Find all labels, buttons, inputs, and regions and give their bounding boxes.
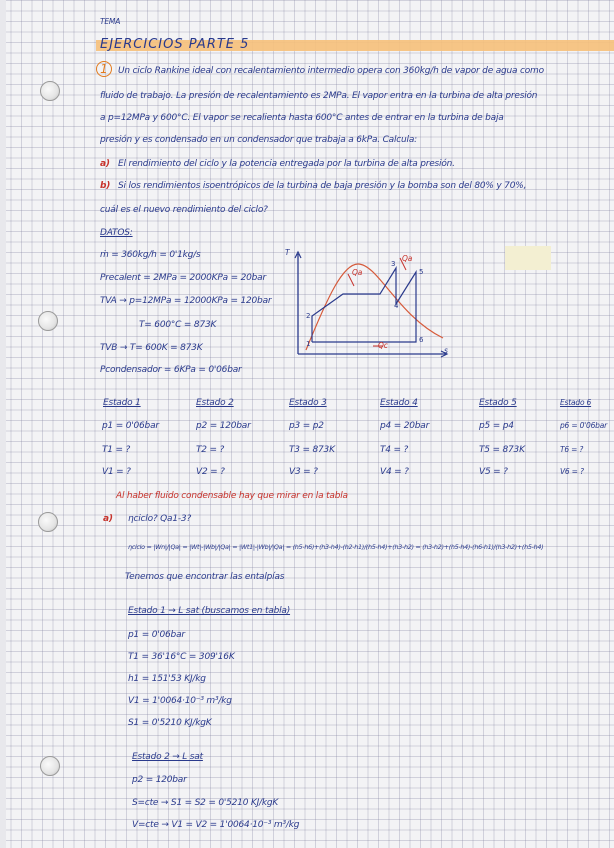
state-6-pressure: p6 = 0'06bar <box>560 421 608 430</box>
state-3-volume: V3 = ? <box>289 467 318 477</box>
part-a-text: El rendimiento del ciclo y la potencia entregada por la turbina de alta presión. <box>118 159 455 169</box>
problem-line-1: Un ciclo Rankine ideal con recalentamiento intermedio opera con 360kg/h de vapor de agua como <box>118 66 544 76</box>
datos-hp-turbine: TVA → p=12MPa = 12000KPa = 120bar <box>100 296 272 306</box>
state-3-pressure: p3 = p2 <box>289 421 324 431</box>
state-3-temperature: T3 = 873K <box>289 445 335 455</box>
state-3-title: Estado 3 <box>289 398 327 408</box>
part-a-label: a) <box>100 159 110 169</box>
state-1-detail-pressure: p1 = 0'06bar <box>128 630 185 640</box>
state-4-title: Estado 4 <box>380 398 418 408</box>
state-2-detail-heading: Estado 2 → L sat <box>132 752 203 762</box>
solution-a-label: a) <box>103 514 113 524</box>
state-6-title: Estado 6 <box>560 398 592 407</box>
efficiency-formula: ηciclo = |Wn|/|Qa| = |Wt|-|Wb|/|Qa| = |Wt1|-|Wb|/|Qa| = (h5-h6)+(h3-h4)-(h2-h1)/(h5-h4)+(h3-h2) = (h3-h2)+(h5-h4)-(h6-h1)/(h3-h2)+(h5-h4) <box>128 543 544 551</box>
problem-line-3: a p=12MPa y 600°C. El vapor se recalienta hasta 600°C antes de entrar en la turbina de baja <box>100 113 504 123</box>
point-label-1: 1 <box>306 340 311 348</box>
point-label-2: 2 <box>306 312 311 320</box>
state-1-temperature: T1 = ? <box>102 445 131 455</box>
state-1-pressure: p1 = 0'06bar <box>102 421 159 431</box>
ts-diagram <box>288 246 458 361</box>
state-1-detail-enthalpy: h1 = 151'53 KJ/kg <box>128 674 206 684</box>
state-4-volume: V4 = ? <box>380 467 409 477</box>
state-5-title: Estado 5 <box>479 398 517 408</box>
datos-mass-flow: ṁ = 360kg/h = 0'1kg/s <box>100 250 201 260</box>
point-label-5: 5 <box>419 268 424 276</box>
state-1-title: Estado 1 <box>103 398 141 408</box>
topic-label: TEMA <box>100 17 121 26</box>
binder-hole-3 <box>38 512 58 532</box>
state-5-temperature: T5 = 873K <box>479 445 525 455</box>
point-label-4: 4 <box>394 302 399 310</box>
part-b-text-2: cuál es el nuevo rendimiento del ciclo? <box>100 205 268 215</box>
binder-hole-2 <box>38 311 58 331</box>
state-5-pressure: p5 = p4 <box>479 421 514 431</box>
state-4-pressure: p4 = 20bar <box>380 421 430 431</box>
datos-condenser-pressure: Pcondensador = 6KPa = 0'06bar <box>100 365 242 375</box>
state-2-detail-entropy: S=cte → S1 = S2 = 0'5210 KJ/kgK <box>132 798 279 808</box>
state-4-temperature: T4 = ? <box>380 445 409 455</box>
page-edge <box>0 0 6 848</box>
state-1-detail-heading: Estado 1 → L sat (buscamos en tabla) <box>128 606 291 616</box>
t-axis-label: T <box>285 248 290 257</box>
state-1-volume: V1 = ? <box>102 467 131 477</box>
state-1-detail-volume: V1 = 1'0064·10⁻³ m³/kg <box>128 696 232 706</box>
table-note: Al haber fluido condensable hay que mirar en la tabla <box>116 491 348 501</box>
state-2-temperature: T2 = ? <box>196 445 225 455</box>
qc-label: Qc <box>378 341 388 350</box>
point-label-6: 6 <box>419 336 424 344</box>
part-b-text: Si los rendimientos isoentrópicos de la turbina de baja presión y la bomba son del 80% y 70%, <box>118 181 527 191</box>
datos-lp-turbine: TVB → T= 600K = 873K <box>100 343 203 353</box>
state-2-volume: V2 = ? <box>196 467 225 477</box>
state-5-volume: V5 = ? <box>479 467 508 477</box>
page-title: EJERCICIOS PARTE 5 <box>100 37 250 52</box>
tape-patch <box>505 246 551 270</box>
state-2-pressure: p2 = 120bar <box>196 421 251 431</box>
solution-a-title: ηciclo? Qa1-3? <box>128 514 192 524</box>
s-axis-label: s <box>444 346 448 355</box>
state-6-temperature: T6 = ? <box>560 445 584 454</box>
part-b-label: b) <box>100 181 111 191</box>
state-2-detail-volume: V=cte → V1 = V2 = 1'0064·10⁻³ m³/kg <box>132 820 300 830</box>
point-label-3: 3 <box>391 260 396 268</box>
qa-label-2: Qa <box>402 254 413 263</box>
state-2-detail-pressure: p2 = 120bar <box>132 775 187 785</box>
enthalpy-note: Tenemos que encontrar las entalpías <box>125 572 285 582</box>
problem-line-4: presión y es condensado en un condensador que trabaja a 6kPa. Calcula: <box>100 135 417 145</box>
problem-line-2: fluido de trabajo. La presión de recalentamiento es 2MPa. El vapor entra en la turbina de alta presión <box>100 91 538 101</box>
datos-reheat-pressure: Precalent = 2MPa = 2000KPa = 20bar <box>100 273 266 283</box>
state-1-detail-entropy: S1 = 0'5210 KJ/kgK <box>128 718 212 728</box>
state-2-title: Estado 2 <box>196 398 234 408</box>
binder-hole-1 <box>40 81 60 101</box>
qa-label-1: Qa <box>352 268 363 277</box>
datos-heading: DATOS: <box>100 228 133 238</box>
problem-number: 1 <box>96 61 112 77</box>
state-1-detail-temperature: T1 = 36'16°C = 309'16K <box>128 652 235 662</box>
cycle-path <box>312 268 416 342</box>
binder-hole-4 <box>40 756 60 776</box>
datos-hp-temperature: T= 600°C = 873K <box>139 320 217 330</box>
state-6-volume: V6 = ? <box>560 467 584 476</box>
